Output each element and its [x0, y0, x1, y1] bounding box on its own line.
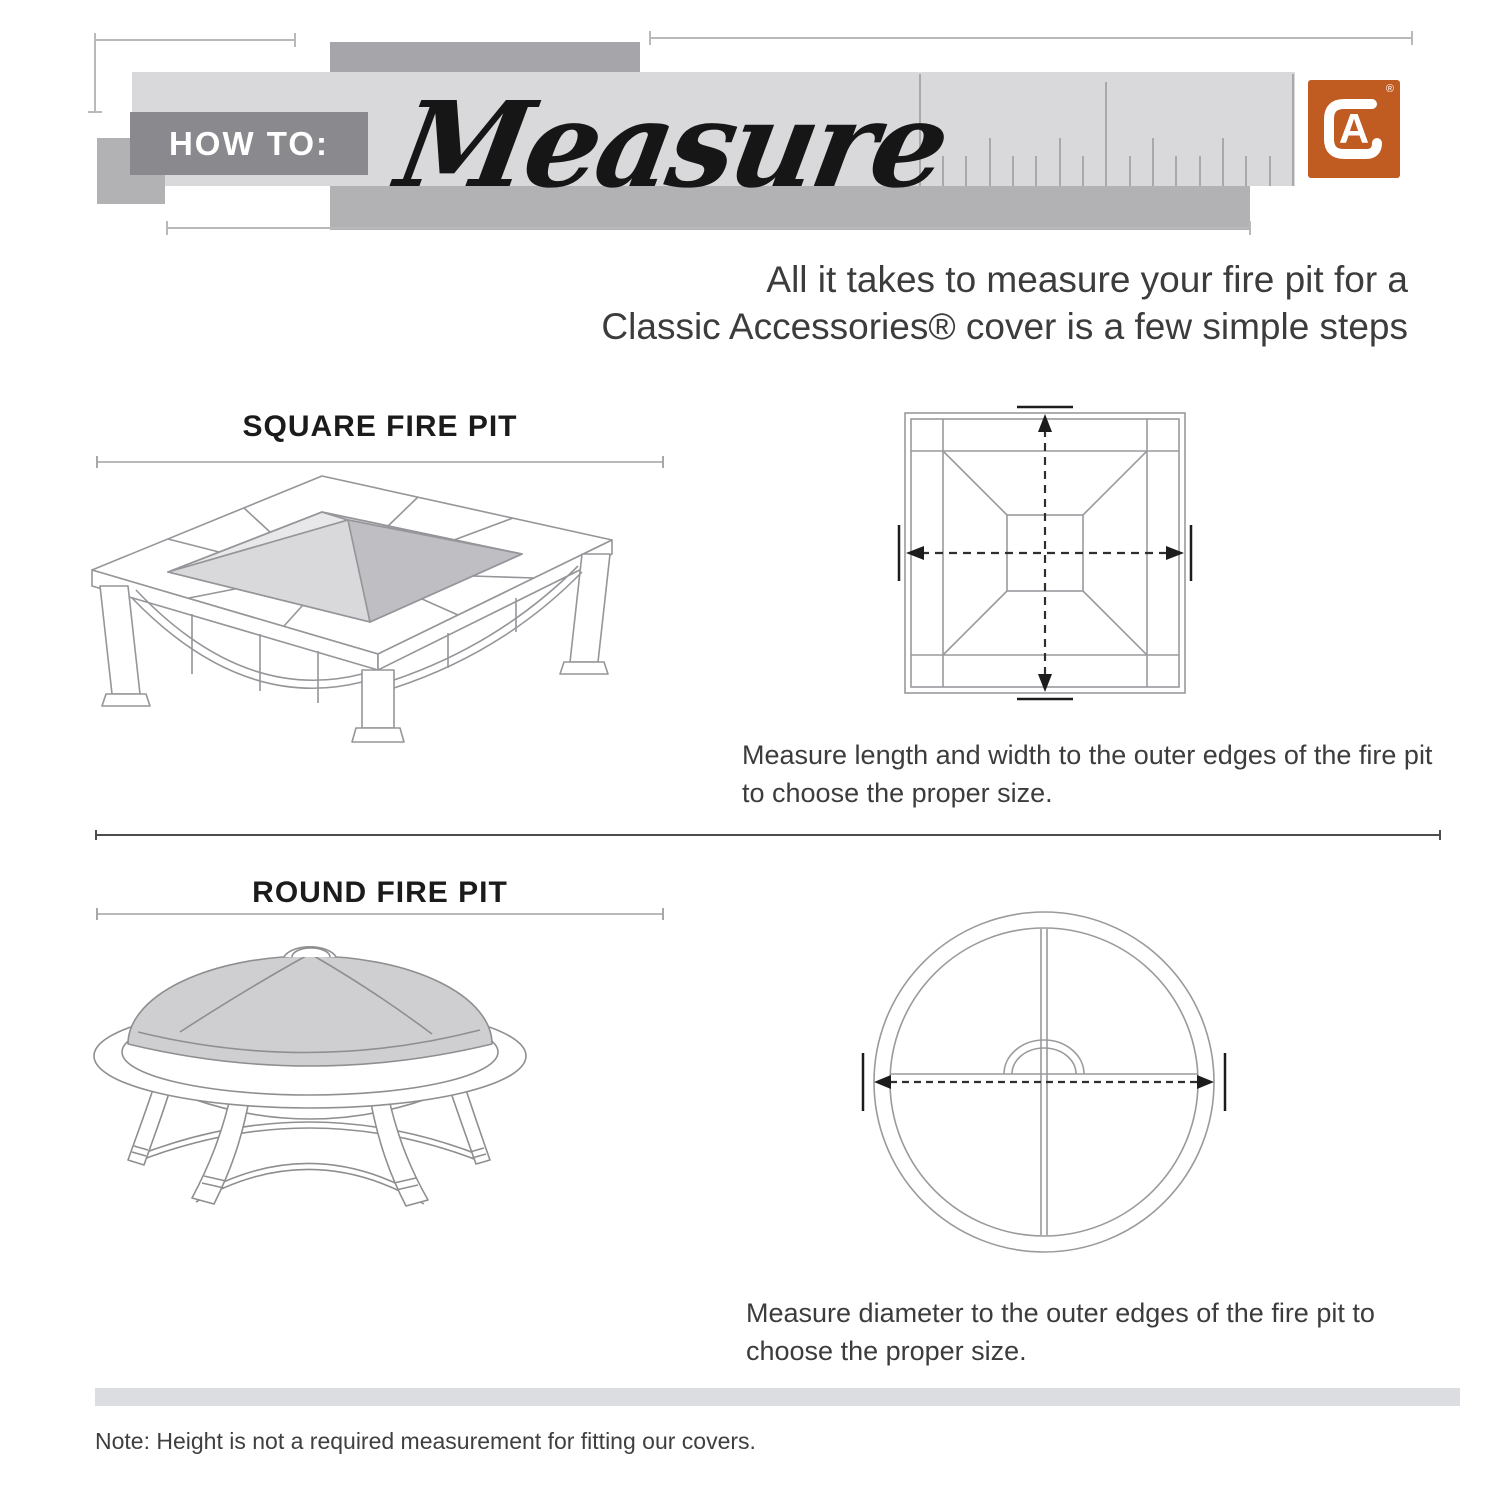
square-section-heading: SQUARE FIRE PIT [242, 410, 518, 443]
footer-divider-bar [95, 1388, 1460, 1406]
diameter-arrows [874, 1075, 1214, 1089]
classic-accessories-logo [1308, 80, 1400, 178]
registered-mark: ® [1385, 83, 1394, 95]
howto-kicker-box [130, 112, 368, 175]
howto-kicker-label: HOW TO: [168, 124, 330, 162]
round-heading-underline [95, 907, 665, 921]
square-caption: Measure length and width to the outer edges of the fire pit to choose the proper size. [742, 740, 1433, 808]
svg-text:A: A [1338, 105, 1370, 152]
intro-line-2: Classic Accessories® cover is a few simple steps [601, 306, 1408, 347]
round-section-heading: ROUND FIRE PIT [252, 876, 508, 909]
section-divider [95, 828, 1441, 842]
intro-line-1: All it takes to measure your fire pit for a [766, 259, 1408, 300]
square-top-view-diagram [895, 403, 1195, 703]
square-fire-pit-illustration [70, 462, 630, 752]
round-top-view-diagram [854, 892, 1234, 1272]
page-title: Measure [387, 75, 956, 214]
round-caption: Measure diameter to the outer edges of the fire pit to choose the proper size. [746, 1298, 1375, 1366]
intro-text [528, 256, 1408, 350]
ruler-ticks [920, 74, 1293, 186]
footer-note: Note: Height is not a required measurement for fitting our covers. [95, 1428, 756, 1454]
round-fire-pit-illustration [80, 940, 540, 1220]
